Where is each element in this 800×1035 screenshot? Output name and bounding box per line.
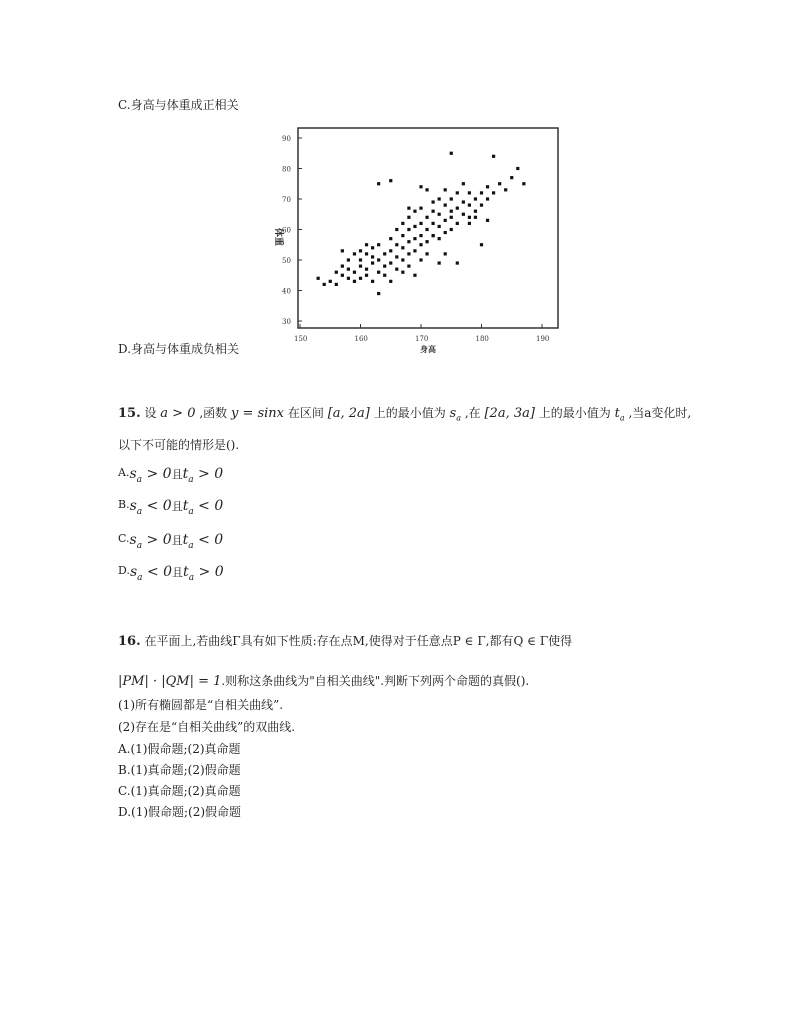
data-point	[432, 234, 435, 237]
data-point	[371, 280, 374, 283]
data-point	[450, 228, 453, 231]
q16-option-c: C.(1)真命题;(2)真命题	[118, 784, 241, 798]
y-tick-label: 80	[282, 165, 291, 174]
data-point	[522, 182, 525, 185]
data-point	[401, 234, 404, 237]
data-point	[462, 213, 465, 216]
data-point	[444, 252, 447, 255]
data-point	[456, 222, 459, 225]
y-tick-label: 40	[282, 287, 291, 296]
data-point	[438, 225, 441, 228]
q15-math-c: [a, 2a]	[327, 406, 370, 421]
data-point	[395, 243, 398, 246]
q16-number: 16.	[118, 634, 141, 649]
q15-line2: 以下不可能的情形是().	[118, 438, 240, 452]
data-point	[498, 182, 501, 185]
data-point	[353, 252, 356, 255]
data-point	[438, 237, 441, 240]
q15-option-c: $C.s_a > 0$且$t_a < 0$	[118, 532, 224, 551]
data-point	[486, 197, 489, 200]
data-point	[395, 268, 398, 271]
data-point	[365, 243, 368, 246]
data-point	[480, 191, 483, 194]
data-point	[407, 216, 410, 219]
q15-text-c: 在区间	[287, 406, 324, 420]
data-point	[353, 280, 356, 283]
data-point	[444, 219, 447, 222]
data-point	[444, 188, 447, 191]
data-point	[323, 283, 326, 286]
data-point	[407, 228, 410, 231]
data-point	[438, 197, 441, 200]
data-point	[365, 268, 368, 271]
data-point	[359, 249, 362, 252]
data-point	[474, 210, 477, 213]
data-point	[395, 228, 398, 231]
data-point	[492, 191, 495, 194]
data-point	[413, 210, 416, 213]
q15-option-d: $D.s_a < 0$且$t_a > 0$	[118, 564, 224, 583]
q15-text-d: 上的最小值为	[373, 406, 446, 420]
data-point	[347, 277, 350, 280]
x-axis-label: 身高	[420, 344, 436, 354]
data-point	[371, 246, 374, 249]
data-point	[468, 222, 471, 225]
data-point	[432, 222, 435, 225]
data-point	[438, 261, 441, 264]
data-point	[359, 277, 362, 280]
data-point	[468, 204, 471, 207]
data-point	[425, 228, 428, 231]
data-point	[389, 280, 392, 283]
q15-math-e: [2a, 3a]	[484, 406, 535, 421]
data-point	[516, 167, 519, 170]
scatter-figure	[270, 126, 570, 356]
data-point	[456, 207, 459, 210]
x-tick-label: 180	[475, 335, 489, 343]
q15-math-a: a > 0	[160, 406, 196, 421]
data-point	[347, 268, 350, 271]
q15-math-d: $s_a$	[449, 406, 461, 423]
q15-text-b: ,函数	[199, 406, 228, 420]
q16-math: |PM| · |QM| = 1	[118, 674, 222, 689]
data-point	[510, 176, 513, 179]
data-point	[450, 197, 453, 200]
data-point	[389, 237, 392, 240]
data-point	[504, 188, 507, 191]
data-point	[371, 255, 374, 258]
data-point	[329, 280, 332, 283]
data-point	[438, 213, 441, 216]
data-point	[377, 271, 380, 274]
data-point	[377, 182, 380, 185]
data-point	[444, 231, 447, 234]
data-point	[419, 185, 422, 188]
data-point	[468, 216, 471, 219]
data-point	[419, 222, 422, 225]
q15-math-f: $t_a$	[614, 406, 625, 423]
data-point	[450, 210, 453, 213]
data-point	[425, 216, 428, 219]
data-point	[419, 207, 422, 210]
data-point	[401, 246, 404, 249]
data-point	[444, 204, 447, 207]
data-point	[462, 182, 465, 185]
data-point	[389, 179, 392, 182]
q16-statement-2: (2)存在是“自相关曲线”的双曲线.	[118, 720, 296, 734]
data-point	[419, 234, 422, 237]
data-point	[371, 261, 374, 264]
y-tick-label: 30	[282, 318, 291, 326]
q16-stem	[118, 632, 572, 649]
q15-text-f: 上的最小值为	[538, 406, 611, 420]
data-point	[432, 200, 435, 203]
data-point	[419, 258, 422, 261]
q15-text-e: ,在	[464, 406, 481, 420]
data-point	[450, 152, 453, 155]
y-tick-label: 50	[282, 257, 291, 265]
data-point	[474, 216, 477, 219]
data-point	[317, 277, 320, 280]
data-point	[462, 200, 465, 203]
data-point	[377, 243, 380, 246]
data-point	[474, 197, 477, 200]
data-point	[486, 219, 489, 222]
y-tick-label: 60	[282, 226, 291, 235]
data-point	[407, 265, 410, 268]
data-point	[341, 249, 344, 252]
data-point	[407, 240, 410, 243]
q16-option-b: B.(1)真命题;(2)假命题	[118, 763, 241, 777]
data-point	[383, 274, 386, 277]
data-point	[407, 252, 410, 255]
data-point	[413, 237, 416, 240]
y-tick-label: 70	[282, 196, 291, 204]
data-point	[359, 265, 362, 268]
data-point	[413, 274, 416, 277]
data-point	[432, 210, 435, 213]
data-point	[377, 292, 380, 295]
data-point	[401, 271, 404, 274]
data-point	[480, 204, 483, 207]
x-tick-label: 160	[354, 335, 368, 343]
q15-option-b: $B.s_a < 0$且$t_a < 0$	[118, 498, 224, 517]
data-point	[377, 258, 380, 261]
data-point	[407, 207, 410, 210]
data-point	[395, 255, 398, 258]
data-point	[425, 188, 428, 191]
q16-line1: 在平面上,若曲线Γ具有如下性质:存在点M,使得对于任意点P ∈ Γ,都有Q ∈ Γ使得	[144, 634, 573, 648]
data-point	[413, 249, 416, 252]
data-point	[341, 274, 344, 277]
data-point	[419, 243, 422, 246]
q15-number: 15.	[118, 406, 141, 421]
data-point	[468, 191, 471, 194]
q14-option-c: C.身高与体重成正相关	[118, 98, 239, 112]
q15-math-b: y = sinx	[230, 406, 285, 421]
data-point	[365, 274, 368, 277]
data-point	[365, 252, 368, 255]
data-point	[486, 185, 489, 188]
data-point	[425, 240, 428, 243]
data-point	[383, 252, 386, 255]
data-point	[450, 216, 453, 219]
x-tick-label: 190	[536, 335, 550, 343]
q14-option-d: D.身高与体重成负相关	[118, 342, 240, 356]
q15-text-a: 设	[144, 406, 157, 420]
scatter-chart	[270, 126, 570, 356]
q15-option-a: $A.s_a > 0$且$t_a > 0$	[118, 466, 224, 485]
y-tick-label: 90	[282, 135, 291, 143]
q16-option-d: D.(1)假命题;(2)假命题	[118, 805, 242, 819]
data-point	[335, 271, 338, 274]
data-point	[383, 265, 386, 268]
q15-stem	[118, 404, 691, 423]
data-point	[335, 283, 338, 286]
q16-statement-1: (1)所有椭圆都是“自相关曲线”.	[118, 698, 284, 712]
q15-text-g: ,当a变化时,	[628, 406, 692, 420]
q16-line2: .则称这条曲线为"自相关曲线".判断下列两个命题的真假().	[221, 674, 530, 688]
data-point	[401, 222, 404, 225]
data-point	[401, 258, 404, 261]
data-point	[347, 258, 350, 261]
data-point	[389, 249, 392, 252]
q16-option-a: A.(1)假命题;(2)真命题	[118, 742, 241, 756]
data-point	[456, 261, 459, 264]
data-point	[413, 225, 416, 228]
y-axis-label: 体重	[273, 228, 283, 247]
data-point	[353, 271, 356, 274]
data-point	[359, 258, 362, 261]
data-point	[456, 191, 459, 194]
x-tick-label: 150	[294, 335, 308, 343]
data-point	[492, 155, 495, 158]
q16-line2-wrap	[118, 672, 529, 689]
data-point	[389, 261, 392, 264]
x-tick-label: 170	[415, 335, 429, 343]
data-point	[425, 252, 428, 255]
data-point	[480, 243, 483, 246]
data-point	[341, 265, 344, 268]
